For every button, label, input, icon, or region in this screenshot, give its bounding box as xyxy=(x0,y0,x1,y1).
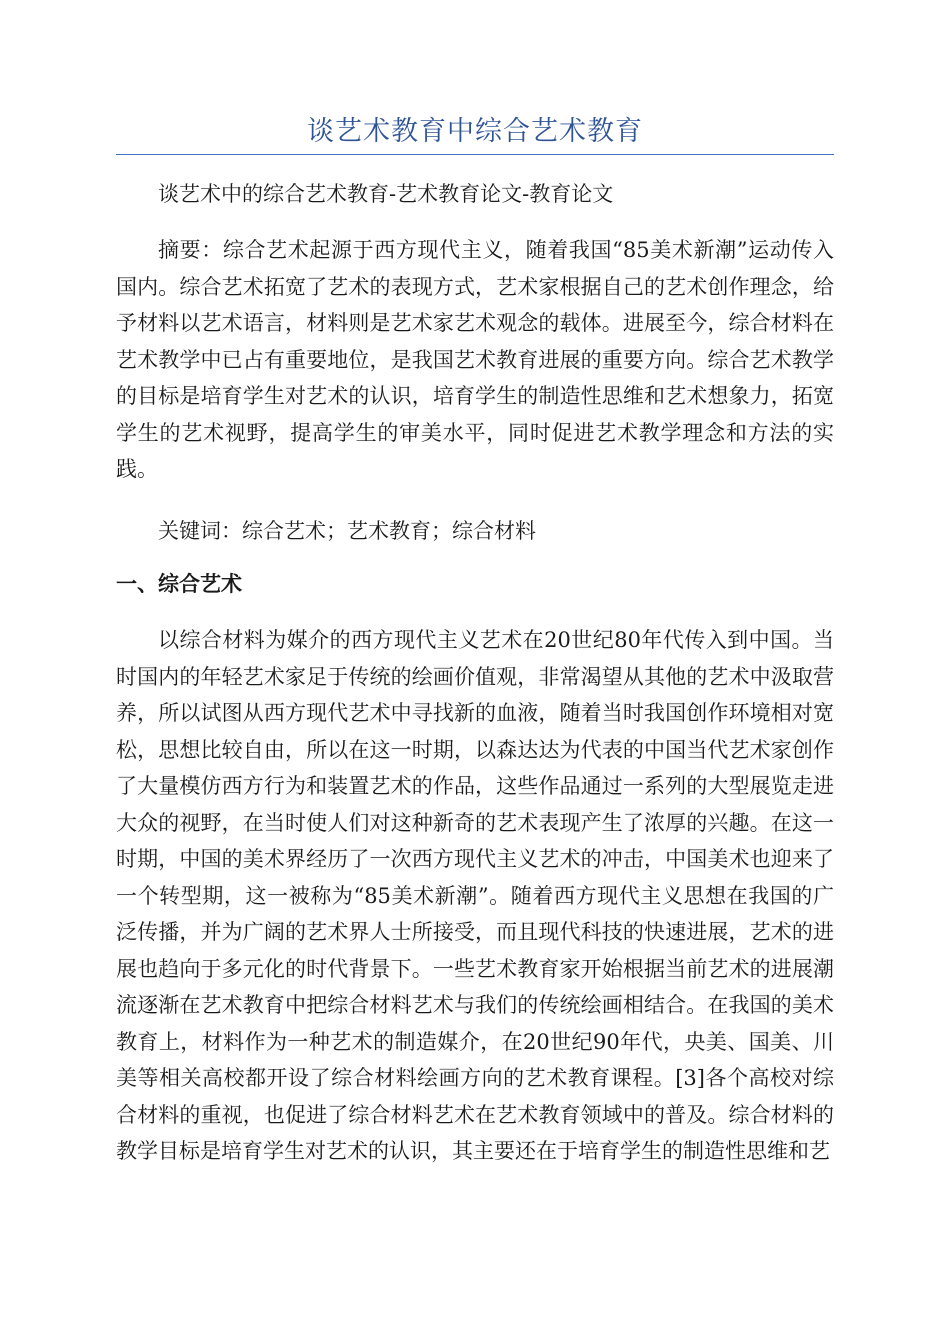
abstract-paragraph: 摘要：综合艺术起源于西方现代主义，随着我国“85美术新潮”运动传入国内。综合艺术拓宽了艺术的表现方式，艺术家根据自己的艺术创作理念，给予材料以艺术语言，材料则是艺术家艺术观念的载体。进展至今，综合材料在艺术教学中已占有重要地位，是我国艺术教育进展的重要方向。综合艺术教学的目标是培育学生对艺术的认识，培育学生的制造性思维和艺术想象力，拓宽学生的艺术视野，提高学生的审美水平，同时促进艺术教学理念和方法的实践。 xyxy=(116,238,834,481)
section-heading: 一、综合艺术 xyxy=(116,572,242,596)
keywords-line: 关键词：综合艺术；艺术教育；综合材料 xyxy=(158,519,536,543)
title-underline xyxy=(116,154,834,155)
document-subtitle: 谈艺术中的综合艺术教育-艺术教育论文-教育论文 xyxy=(158,182,614,206)
section-paragraph: 以综合材料为媒介的西方现代主义艺术在20世纪80年代传入到中国。当时国内的年轻艺术家足于传统的绘画价值观，非常渴望从其他的艺术中汲取营养，所以试图从西方现代艺术中寻找新的血液，随着当时我国创作环境相对宽松，思想比较自由，所以在这一时期，以森达达为代表的中国当代艺术家创作了大量模仿西方行为和装置艺术的作品，这些作品通过一系列的大型展览走进大众的视野，在当时使人们对这种新奇的艺术表现产生了浓厚的兴趣。在这一时期，中国的美术界经历了一次西方现代主义艺术的冲击，中国美术也迎来了一个转型期，这一被称为“85美术新潮”。随着西方现代主义思想在我国的广泛传播，并为广阔的艺术界人士所接受，而且现代科技的快速进展，艺术的进展也趋向于多元化的时代背景下。一些艺术教育家开始根据当前艺术的进展潮流逐渐在艺术教育中把综合材料艺术与我们的传统绘画相结合。在我国的美术教育上，材料作为一种艺术的制造媒介，在20世纪90年代，央美、国美、川美等相关高校都开设了综合材料绘画方向的艺术教育课程。[3]各个高校对综合材料的重视，也促进了综合材料艺术在艺术教育领域中的普及。综合材料的教学目标是培育学生对艺术的认识，其主要还在于培育学生的制造性思维和艺 xyxy=(116,628,834,1163)
document-title: 谈艺术教育中综合艺术教育 xyxy=(307,116,643,147)
